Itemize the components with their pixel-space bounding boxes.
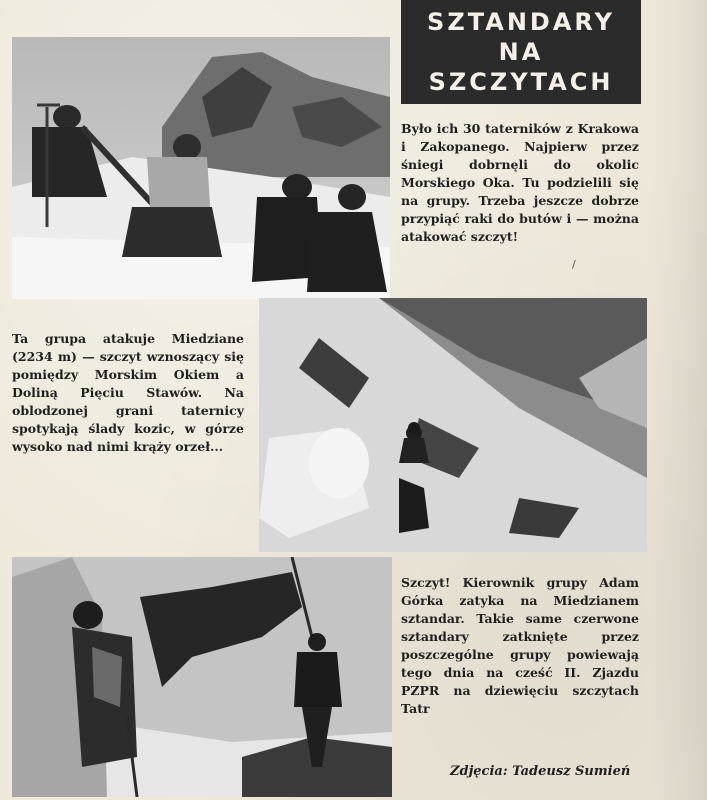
print-mark: / [572, 258, 576, 271]
summit-paragraph: Szczyt! Kierownik grupy Adam Górka zatyka na Miedzianem sztandar. Takie same czerwone sztandary zatknięte przez poszczególne grupy powiewają tego dnia na cześć II. Zjazdu PZPR na dziewięciu szczytach Tatr [401, 575, 639, 716]
photo-climbers-resting [12, 37, 390, 299]
photo-summit-flag [12, 557, 392, 797]
title-line-1: SZTANDARY [427, 8, 615, 36]
photo-climbers-resting-image [12, 37, 390, 299]
title-box [401, 0, 641, 104]
middle-paragraph: Ta grupa atakuje Miedziane (2234 m) — szczyt wznoszący się pomiędzy Morskim Okiem a Doliną Pięciu Stawów. Na oblodzonej grani taternicy spotykają ślady kozic, w górze wysoko nad nimi krąży orzeł... [12, 331, 244, 454]
photo-ridge-ascent-image [259, 298, 647, 552]
intro-paragraph: Było ich 30 taterników z Krakowa i Zakopanego. Najpierw przez śniegi dobrnęli do okolic Morskiego Oka. Tu podzielili się na grupy. Trzeba jeszcze dobrze przypiąć raki do butów i — można atakować szczyt! [401, 121, 639, 244]
page-edge-shadow [649, 0, 707, 800]
title-line-3: SZCZYTACH [428, 68, 614, 96]
photo-summit-flag-image [12, 557, 392, 797]
photo-ridge-ascent [259, 298, 647, 552]
photo-credit: Zdjęcia: Tadeusz Sumień [450, 764, 631, 779]
title-line-2: NA [498, 38, 544, 66]
